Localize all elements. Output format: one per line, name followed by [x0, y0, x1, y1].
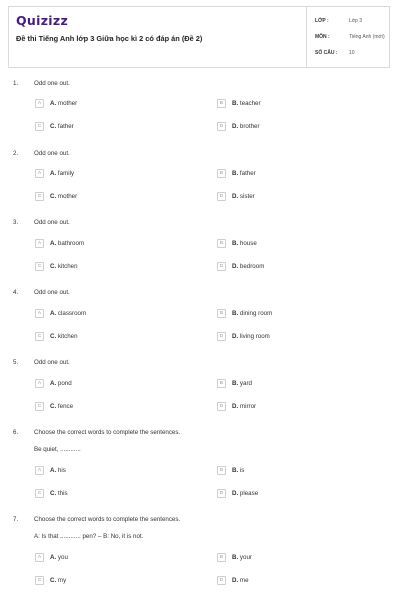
option-badge: A [35, 553, 44, 562]
option-text: father [239, 170, 256, 177]
option-prefix: D. [232, 123, 239, 130]
option-prefix: D. [232, 193, 239, 200]
option-badge: A [35, 466, 44, 475]
option-prefix: A. [50, 467, 57, 474]
meta-value: Tiếng Anh (mới) [349, 34, 385, 40]
option-prefix: D. [232, 333, 239, 340]
option-prefix: B. [232, 170, 239, 177]
option-prefix: C. [50, 490, 57, 497]
option-text: kitchen [57, 333, 78, 340]
option-text: teacher [239, 100, 261, 107]
option-badge: A [35, 379, 44, 388]
option-badge: B [217, 553, 226, 562]
option-text: his [57, 467, 66, 474]
option-text: living room [239, 333, 270, 340]
option-badge: A [35, 169, 44, 178]
option-badge: C [35, 122, 44, 131]
option-prefix: C. [50, 193, 57, 200]
option-prefix: A. [50, 170, 57, 177]
question-text: Choose the correct words to complete the sentences. [34, 429, 181, 436]
option-badge: D [217, 576, 226, 585]
option-text: pond [57, 380, 72, 387]
question-text: Odd one out. [34, 80, 70, 87]
meta-value: Lớp 3 [349, 18, 363, 24]
option-prefix: A. [50, 380, 57, 387]
question-text: Odd one out. [34, 150, 70, 157]
option-text: bedroom [239, 263, 265, 270]
question-number: 6. [13, 429, 19, 436]
option-badge: D [217, 192, 226, 201]
option-text: mother [57, 100, 78, 107]
option-text: father [57, 123, 74, 130]
question-text: Odd one out. [34, 359, 70, 366]
option-badge: D [217, 262, 226, 271]
option-text: please [239, 490, 259, 497]
option-text: brother [239, 123, 260, 130]
option-text: yard [239, 380, 252, 387]
quiz-title: Đề thi Tiếng Anh lớp 3 Giữa học kì 2 có đáp án (Đề 2) [16, 34, 203, 43]
option-badge: D [217, 332, 226, 341]
meta-key: LỚP : [315, 18, 329, 24]
option-badge: A [35, 99, 44, 108]
option-text: dining room [239, 310, 273, 317]
option-prefix: C. [50, 403, 57, 410]
option-badge: B [217, 99, 226, 108]
question-number: 5. [13, 359, 19, 366]
option-prefix: B. [232, 310, 239, 317]
option-text: is [239, 467, 245, 474]
option-badge: C [35, 192, 44, 201]
option-badge: C [35, 402, 44, 411]
option-text: fence [57, 403, 74, 410]
option-text: your [239, 554, 252, 561]
option-prefix: A. [50, 240, 57, 247]
option-prefix: D. [232, 263, 239, 270]
option-text: house [239, 240, 257, 247]
option-badge: C [35, 332, 44, 341]
option-badge: A [35, 309, 44, 318]
question-number: 2. [13, 150, 19, 157]
option-badge: C [35, 262, 44, 271]
option-text: me [239, 577, 249, 584]
option-badge: A [35, 239, 44, 248]
option-prefix: B. [232, 554, 239, 561]
option-prefix: D. [232, 577, 239, 584]
option-badge: C [35, 576, 44, 585]
option-badge: D [217, 489, 226, 498]
option-prefix: D. [232, 403, 239, 410]
question-prompt: Be quiet, ............ [34, 446, 81, 453]
question-number: 7. [13, 516, 19, 523]
option-prefix: D. [232, 490, 239, 497]
option-prefix: A. [50, 100, 57, 107]
option-badge: B [217, 466, 226, 475]
option-badge: B [217, 239, 226, 248]
option-text: classroom [57, 310, 87, 317]
option-text: you [57, 554, 68, 561]
option-prefix: C. [50, 263, 57, 270]
option-prefix: C. [50, 123, 57, 130]
option-badge: D [217, 122, 226, 131]
option-badge: C [35, 489, 44, 498]
option-text: my [57, 577, 67, 584]
option-text: bathroom [57, 240, 85, 247]
meta-key: MÔN : [315, 34, 330, 40]
meta-key: SỐ CÂU : [315, 50, 338, 56]
option-prefix: B. [232, 380, 239, 387]
quiz-header [8, 6, 390, 68]
option-prefix: B. [232, 240, 239, 247]
quizizz-logo: Quizizz [16, 13, 69, 28]
question-number: 1. [13, 80, 19, 87]
option-text: mirror [239, 403, 257, 410]
question-number: 4. [13, 289, 19, 296]
question-text: Odd one out. [34, 289, 70, 296]
option-badge: B [217, 379, 226, 388]
question-text: Odd one out. [34, 219, 70, 226]
option-text: family [57, 170, 75, 177]
quiz-meta-box [306, 7, 392, 67]
option-prefix: C. [50, 333, 57, 340]
question-text: Choose the correct words to complete the sentences. [34, 516, 181, 523]
option-text: mother [57, 193, 78, 200]
option-badge: D [217, 402, 226, 411]
question-number: 3. [13, 219, 19, 226]
question-prompt: A: Is that ............ pen? – B: No, it is not. [34, 533, 144, 540]
option-badge: B [217, 309, 226, 318]
option-text: sister [239, 193, 255, 200]
option-prefix: B. [232, 100, 239, 107]
option-prefix: A. [50, 310, 57, 317]
meta-value: 10 [349, 50, 355, 56]
option-badge: B [217, 169, 226, 178]
option-prefix: B. [232, 467, 239, 474]
option-text: kitchen [57, 263, 78, 270]
option-prefix: C. [50, 577, 57, 584]
option-prefix: A. [50, 554, 57, 561]
option-text: this [57, 490, 68, 497]
